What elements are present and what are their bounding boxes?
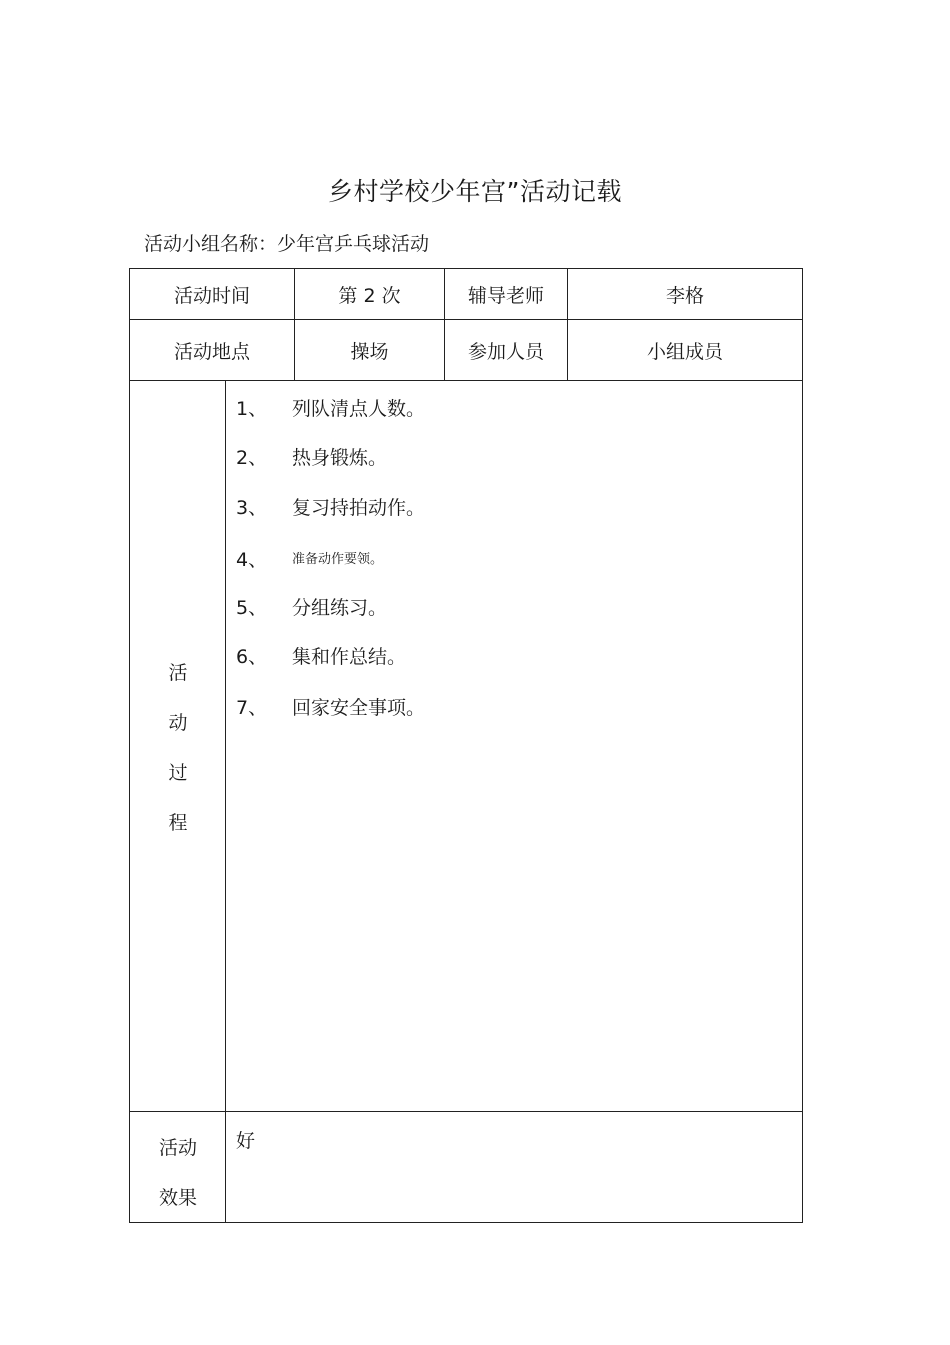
step-text: 列队清点人数。 <box>292 398 426 420</box>
table-row-divider <box>129 380 803 381</box>
time-label: 活动时间 <box>173 284 250 307</box>
step-number: 1、 <box>236 398 268 420</box>
effect-value: 好 <box>236 1130 256 1152</box>
place-label: 活动地点 <box>173 340 250 363</box>
teacher-label: 辅导老师 <box>467 284 544 307</box>
teacher-value: 李格 <box>665 284 704 307</box>
table-border-bottom <box>129 1222 803 1223</box>
table-border-right <box>802 268 803 1223</box>
step-text: 集和作总结。 <box>292 646 407 668</box>
effect-label-line1: 活动 <box>158 1137 197 1159</box>
step-number: 5、 <box>236 597 268 619</box>
process-label-char: 程 <box>168 812 188 834</box>
step-number: 4、 <box>236 549 268 571</box>
step-text: 分组练习。 <box>292 597 388 619</box>
process-label-char: 活 <box>168 662 188 684</box>
table-row-divider <box>129 1111 803 1112</box>
step-text: 热身锻炼。 <box>292 447 388 469</box>
table-col-divider <box>225 380 226 1223</box>
table-border-left <box>129 268 130 1223</box>
participants-label: 参加人员 <box>467 340 544 363</box>
effect-label-line2: 效果 <box>158 1187 197 1209</box>
page-title: 乡村学校少年宫”活动记载 <box>328 177 622 206</box>
participants-value: 小组成员 <box>646 340 723 363</box>
group-name: 活动小组名称：少年宫乒乓球活动 <box>144 233 430 255</box>
step-text: 准备动作要领。 <box>292 552 384 567</box>
place-value: 操场 <box>350 340 389 363</box>
step-number: 6、 <box>236 646 268 668</box>
step-text: 复习持拍动作。 <box>292 497 426 519</box>
process-label-char: 过 <box>168 762 188 784</box>
step-number: 7、 <box>236 697 268 719</box>
process-label-char: 动 <box>168 712 188 734</box>
step-number: 3、 <box>236 497 268 519</box>
step-number: 2、 <box>236 447 268 469</box>
time-value: 第 2 次 <box>338 284 401 307</box>
step-text: 回家安全事项。 <box>292 697 426 719</box>
